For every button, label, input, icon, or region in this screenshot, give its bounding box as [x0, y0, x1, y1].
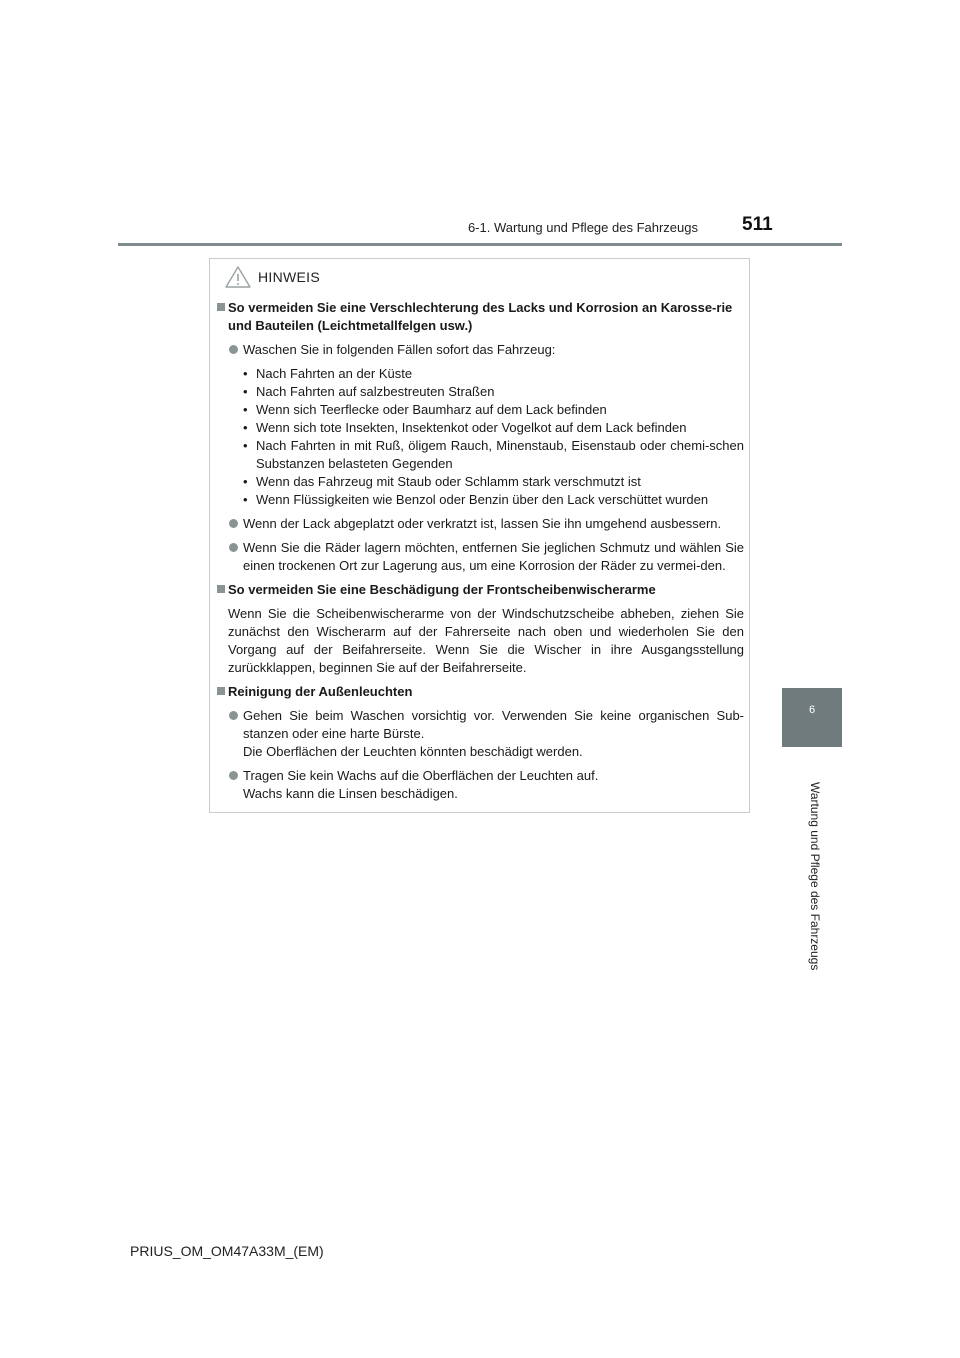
sub-list-item: • Nach Fahrten in mit Ruß, öligem Rauch, Minenstaub, Eisenstaub oder chemi-schen Substanzen belasteten Gegenden — [243, 438, 744, 471]
sub-list-item: • Wenn Flüssigkeiten wie Benzol oder Benzin über den Lack verschüttet wurden — [243, 492, 709, 507]
chapter-tab — [782, 688, 842, 747]
sub-list-item: • Wenn sich tote Insekten, Insektenkot oder Vogelkot auf dem Lack befinden — [243, 420, 687, 435]
section-heading — [216, 683, 744, 701]
circle-bullet-icon — [229, 543, 238, 552]
sub-list-item: • Nach Fahrten auf salzbestreuten Straßen — [243, 384, 495, 399]
list-item — [216, 707, 744, 761]
circle-bullet-icon — [229, 771, 238, 780]
warning-triangle-icon — [224, 265, 252, 289]
section-heading-text: So vermeiden Sie eine Verschlechterung des Lacks und Korrosion an Karosse-rie und Bauteilen (Leichtmetallfelgen usw.) — [228, 300, 733, 333]
paragraph: Wenn Sie die Scheibenwischerarme von der Windschutzscheibe abheben, ziehen Sie zunächst den Wischerarm auf der Fahrerseite nach oben und wiederholen Sie den Vorgang auf der Beifahrerseite. Wenn Sie die Wischer in ihre Ausgangsstellung zurückklappen, beginnen Sie auf der Beifahrerseite. — [228, 606, 744, 675]
list-item-text: Die Oberflächen der Leuchten könnten beschädigt werden. — [243, 744, 583, 759]
notice-body — [216, 299, 744, 809]
dot-bullet-icon: • — [243, 420, 248, 435]
circle-bullet-icon — [229, 711, 238, 720]
square-bullet-icon — [217, 585, 225, 593]
circle-bullet-icon — [229, 345, 238, 354]
square-bullet-icon — [217, 687, 225, 695]
notice-title: HINWEIS — [258, 269, 320, 285]
chapter-label: Wartung und Pflege des Fahrzeugs — [808, 782, 822, 971]
sub-list-item: • Nach Fahrten an der Küste — [243, 366, 413, 381]
dot-bullet-icon: • — [243, 384, 248, 399]
section-heading-text: Reinigung der Außenleuchten — [228, 684, 413, 699]
list-item — [216, 341, 744, 359]
list-item-text: Waschen Sie in folgenden Fällen sofort das Fahrzeug: — [243, 342, 556, 357]
dot-bullet-icon: • — [243, 474, 248, 489]
list-item — [216, 515, 744, 533]
list-item-text: Wachs kann die Linsen beschädigen. — [243, 786, 458, 801]
sub-list-item: • Wenn das Fahrzeug mit Staub oder Schlamm stark verschmutzt ist — [243, 474, 641, 489]
dot-bullet-icon: • — [243, 492, 248, 507]
page-number: 511 — [742, 214, 773, 235]
list-item-text: Wenn Sie die Räder lagern möchten, entfernen Sie jeglichen Schmutz und wählen Sie einen trockenen Ort zur Lagerung aus, um eine Korrosion der Räder zu vermei-den. — [243, 540, 744, 573]
list-item-text: Gehen Sie beim Waschen vorsichtig vor. Verwenden Sie keine organischen Sub-stanzen oder eine harte Bürste. — [243, 708, 744, 741]
document-code: PRIUS_OM_OM47A33M_(EM) — [130, 1243, 324, 1259]
section-title: 6-1. Wartung und Pflege des Fahrzeugs — [467, 220, 698, 235]
square-bullet-icon — [217, 303, 225, 311]
sub-list-item: • Wenn sich Teerflecke oder Baumharz auf dem Lack befinden — [243, 402, 607, 417]
chapter-number: 6 — [808, 704, 816, 716]
section-heading — [216, 299, 744, 335]
circle-bullet-icon — [229, 519, 238, 528]
section-heading — [216, 581, 744, 599]
section-heading-text: So vermeiden Sie eine Beschädigung der Frontscheibenwischerarme — [228, 582, 656, 597]
header-divider — [118, 243, 842, 246]
list-item-text: Wenn der Lack abgeplatzt oder verkratzt ist, lassen Sie ihn umgehend ausbessern. — [243, 516, 722, 531]
list-item-text: Tragen Sie kein Wachs auf die Oberflächen der Leuchten auf. — [243, 768, 599, 783]
list-item — [216, 539, 744, 575]
dot-bullet-icon: • — [243, 438, 248, 453]
sub-list — [216, 365, 744, 509]
notice-box — [209, 258, 750, 813]
page-header — [0, 0, 960, 250]
dot-bullet-icon: • — [243, 366, 248, 381]
notice-header — [224, 265, 320, 289]
list-item — [216, 767, 744, 803]
dot-bullet-icon: • — [243, 402, 248, 417]
